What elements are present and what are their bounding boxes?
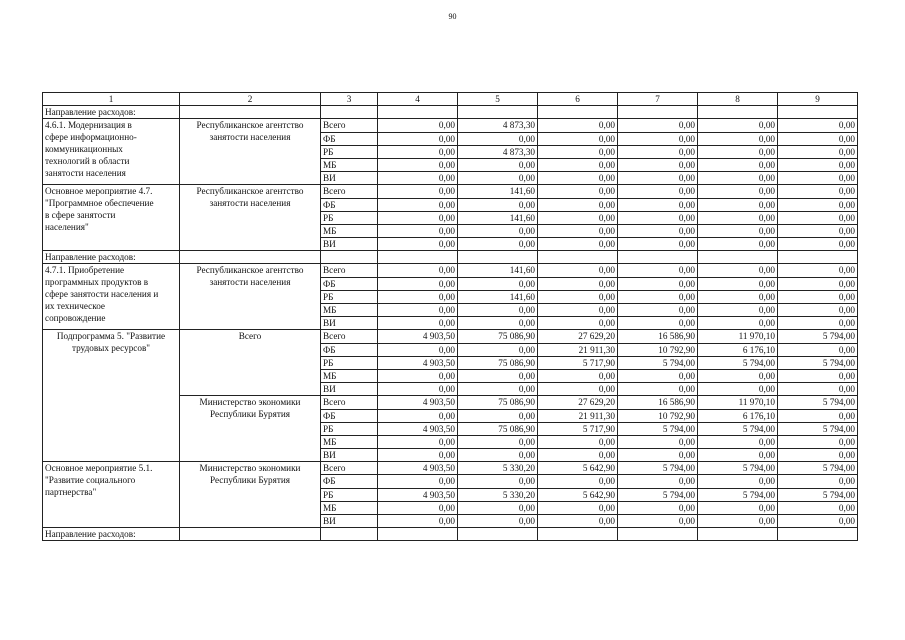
value-cell: 0,00	[698, 277, 778, 290]
value-cell: 5 794,00	[778, 422, 858, 435]
value-cell: 0,00	[378, 409, 458, 422]
table-row	[43, 264, 858, 277]
value-cell: 0,00	[698, 145, 778, 158]
value-cell: 0,00	[458, 277, 538, 290]
empty-cell	[778, 251, 858, 264]
direction-label: Направление расходов:	[43, 251, 180, 264]
source-cell: Всего	[321, 185, 378, 198]
source-cell: ФБ	[321, 198, 378, 211]
value-cell: 4 903,50	[378, 422, 458, 435]
source-cell: РБ	[321, 422, 378, 435]
value-cell: 0,00	[458, 515, 538, 528]
source-cell: Всего	[321, 462, 378, 475]
value-cell: 0,00	[618, 383, 698, 396]
value-cell: 0,00	[378, 383, 458, 396]
value-cell: 5 794,00	[698, 488, 778, 501]
source-cell: ФБ	[321, 475, 378, 488]
value-cell: 0,00	[538, 369, 618, 382]
value-cell: 0,00	[458, 383, 538, 396]
value-cell: 0,00	[458, 158, 538, 171]
value-cell: 0,00	[378, 211, 458, 224]
value-cell: 141,60	[458, 290, 538, 303]
executor-cell-line: занятости населения	[209, 132, 291, 143]
executor-cell	[180, 185, 321, 251]
value-cell: 0,00	[458, 304, 538, 317]
table-row	[43, 462, 858, 475]
value-cell: 0,00	[618, 145, 698, 158]
value-cell: 0,00	[698, 383, 778, 396]
value-cell: 0,00	[778, 132, 858, 145]
source-cell: МБ	[321, 435, 378, 448]
value-cell: 0,00	[378, 185, 458, 198]
value-cell: 0,00	[378, 224, 458, 237]
direction-label: Направление расходов:	[43, 528, 180, 541]
value-cell: 0,00	[778, 211, 858, 224]
executor-cell	[180, 330, 321, 396]
executor-cell-line: Республики Бурятия	[209, 409, 290, 420]
table-row	[43, 330, 858, 343]
value-cell: 0,00	[698, 475, 778, 488]
column-header: 7	[618, 93, 698, 106]
value-cell: 0,00	[378, 172, 458, 185]
value-cell: 5 717,90	[538, 356, 618, 369]
value-cell: 0,00	[618, 158, 698, 171]
value-cell: 0,00	[378, 290, 458, 303]
value-cell: 0,00	[698, 211, 778, 224]
executor-cell-line: занятости населения	[209, 277, 291, 288]
value-cell: 6 176,10	[698, 409, 778, 422]
value-cell: 0,00	[778, 369, 858, 382]
value-cell: 0,00	[778, 515, 858, 528]
program-name-cell-line: занятости населения	[45, 168, 126, 179]
value-cell: 0,00	[378, 515, 458, 528]
value-cell: 0,00	[618, 198, 698, 211]
value-cell: 0,00	[618, 172, 698, 185]
value-cell: 5 642,90	[538, 462, 618, 475]
value-cell: 0,00	[618, 119, 698, 132]
empty-cell	[458, 528, 538, 541]
value-cell: 0,00	[538, 172, 618, 185]
source-cell: Всего	[321, 264, 378, 277]
value-cell: 0,00	[778, 264, 858, 277]
value-cell: 0,00	[698, 264, 778, 277]
source-cell: ВИ	[321, 172, 378, 185]
value-cell: 75 086,90	[458, 422, 538, 435]
value-cell: 75 086,90	[458, 330, 538, 343]
value-cell: 0,00	[778, 475, 858, 488]
value-cell: 0,00	[618, 501, 698, 514]
value-cell: 0,00	[458, 172, 538, 185]
program-name-cell-line: партнерства"	[45, 487, 97, 498]
value-cell: 0,00	[618, 290, 698, 303]
value-cell: 0,00	[458, 238, 538, 251]
value-cell: 0,00	[538, 145, 618, 158]
program-name-cell-line: сопровождение	[45, 313, 106, 324]
program-name-cell-line: населения"	[45, 222, 89, 233]
value-cell: 0,00	[378, 119, 458, 132]
value-cell: 0,00	[378, 449, 458, 462]
value-cell: 0,00	[618, 515, 698, 528]
source-cell: ФБ	[321, 277, 378, 290]
value-cell: 0,00	[378, 317, 458, 330]
value-cell: 0,00	[698, 158, 778, 171]
value-cell: 0,00	[458, 224, 538, 237]
source-cell: МБ	[321, 501, 378, 514]
value-cell: 4 903,50	[378, 330, 458, 343]
value-cell: 0,00	[778, 317, 858, 330]
value-cell: 5 642,90	[538, 488, 618, 501]
column-header: 6	[538, 93, 618, 106]
value-cell: 0,00	[698, 224, 778, 237]
executor-cell-line: Министерство экономики	[199, 397, 301, 408]
source-cell: МБ	[321, 304, 378, 317]
value-cell: 0,00	[538, 449, 618, 462]
value-cell: 0,00	[458, 198, 538, 211]
executor-cell-line: Министерство экономики	[199, 463, 301, 474]
program-name-cell-line: "Развитие социального	[45, 475, 136, 486]
value-cell: 0,00	[618, 185, 698, 198]
value-cell: 0,00	[538, 119, 618, 132]
value-cell: 0,00	[778, 119, 858, 132]
value-cell: 6 176,10	[698, 343, 778, 356]
executor-cell-line: Всего	[238, 331, 262, 342]
value-cell: 0,00	[538, 224, 618, 237]
value-cell: 0,00	[538, 383, 618, 396]
value-cell: 0,00	[778, 409, 858, 422]
value-cell: 0,00	[698, 435, 778, 448]
source-cell: РБ	[321, 488, 378, 501]
empty-cell	[538, 251, 618, 264]
value-cell: 0,00	[778, 145, 858, 158]
value-cell: 0,00	[618, 475, 698, 488]
program-name-cell	[43, 264, 180, 330]
value-cell: 0,00	[618, 224, 698, 237]
value-cell: 0,00	[458, 501, 538, 514]
empty-cell	[538, 528, 618, 541]
value-cell: 0,00	[618, 277, 698, 290]
value-cell: 0,00	[378, 304, 458, 317]
column-header: 5	[458, 93, 538, 106]
value-cell: 4 873,30	[458, 119, 538, 132]
program-name-cell-line: сфере информационно-	[45, 132, 137, 143]
value-cell: 0,00	[378, 198, 458, 211]
budget-table	[42, 92, 858, 541]
empty-cell	[321, 251, 378, 264]
value-cell: 5 794,00	[618, 356, 698, 369]
value-cell: 0,00	[618, 211, 698, 224]
value-cell: 5 330,20	[458, 488, 538, 501]
empty-cell	[458, 106, 538, 119]
value-cell: 0,00	[618, 435, 698, 448]
value-cell: 0,00	[538, 211, 618, 224]
empty-cell	[378, 528, 458, 541]
value-cell: 5 794,00	[618, 488, 698, 501]
direction-row	[43, 106, 858, 119]
value-cell: 0,00	[778, 449, 858, 462]
value-cell: 27 629,20	[538, 396, 618, 409]
value-cell: 0,00	[778, 304, 858, 317]
source-cell: ВИ	[321, 449, 378, 462]
page-number: 90	[448, 12, 457, 21]
value-cell: 0,00	[778, 185, 858, 198]
program-name-cell	[43, 185, 180, 251]
source-cell: МБ	[321, 369, 378, 382]
program-name-cell-line: технологий в области	[45, 156, 130, 167]
program-name-cell-line: коммуникационных	[45, 144, 123, 155]
value-cell: 0,00	[538, 501, 618, 514]
value-cell: 0,00	[378, 435, 458, 448]
value-cell: 0,00	[698, 317, 778, 330]
value-cell: 0,00	[618, 449, 698, 462]
value-cell: 0,00	[538, 304, 618, 317]
empty-cell	[698, 528, 778, 541]
empty-cell	[618, 251, 698, 264]
value-cell: 0,00	[378, 264, 458, 277]
empty-cell	[698, 106, 778, 119]
value-cell: 0,00	[778, 290, 858, 303]
executor-cell-line: Республики Бурятия	[209, 475, 290, 486]
program-name-cell-line: программных продуктов в	[45, 277, 149, 288]
program-name-cell-line: 4.6.1. Модернизация в	[45, 120, 132, 131]
column-header: 9	[778, 93, 858, 106]
empty-cell	[618, 528, 698, 541]
value-cell: 16 586,90	[618, 396, 698, 409]
value-cell: 0,00	[778, 224, 858, 237]
direction-label: Направление расходов:	[43, 106, 180, 119]
value-cell: 5 794,00	[618, 422, 698, 435]
value-cell: 0,00	[538, 435, 618, 448]
value-cell: 0,00	[538, 132, 618, 145]
value-cell: 0,00	[538, 475, 618, 488]
value-cell: 0,00	[458, 369, 538, 382]
executor-cell	[180, 119, 321, 185]
direction-row	[43, 251, 858, 264]
source-cell: ВИ	[321, 317, 378, 330]
value-cell: 16 586,90	[618, 330, 698, 343]
column-header: 8	[698, 93, 778, 106]
source-cell: ФБ	[321, 132, 378, 145]
header-row	[43, 93, 858, 106]
value-cell: 0,00	[778, 158, 858, 171]
value-cell: 0,00	[378, 238, 458, 251]
column-header: 2	[180, 93, 321, 106]
value-cell: 0,00	[618, 304, 698, 317]
source-cell: МБ	[321, 224, 378, 237]
value-cell: 21 911,30	[538, 343, 618, 356]
empty-cell	[180, 106, 321, 119]
empty-cell	[180, 528, 321, 541]
value-cell: 141,60	[458, 264, 538, 277]
table-row	[43, 119, 858, 132]
value-cell: 5 330,20	[458, 462, 538, 475]
value-cell: 141,60	[458, 185, 538, 198]
source-cell: Всего	[321, 330, 378, 343]
source-cell: РБ	[321, 211, 378, 224]
value-cell: 141,60	[458, 211, 538, 224]
value-cell: 0,00	[778, 435, 858, 448]
value-cell: 0,00	[698, 515, 778, 528]
program-name-cell-line: Основное мероприятие 4.7.	[45, 186, 153, 197]
value-cell: 0,00	[698, 501, 778, 514]
value-cell: 0,00	[378, 501, 458, 514]
empty-cell	[778, 528, 858, 541]
empty-cell	[180, 251, 321, 264]
column-header: 3	[321, 93, 378, 106]
value-cell: 0,00	[538, 515, 618, 528]
value-cell: 4 873,30	[458, 145, 538, 158]
executor-cell	[180, 462, 321, 528]
executor-cell-line: Республиканское агентство	[196, 265, 304, 276]
program-name-cell-line: "Программное обеспечение	[45, 198, 154, 209]
value-cell: 0,00	[538, 277, 618, 290]
program-name-cell-line: их техническое	[45, 301, 105, 312]
program-name-cell	[43, 330, 180, 462]
program-name-cell-line: 4.7.1. Приобретение	[45, 265, 125, 276]
empty-cell	[698, 251, 778, 264]
value-cell: 0,00	[458, 435, 538, 448]
source-cell: ВИ	[321, 238, 378, 251]
value-cell: 0,00	[698, 198, 778, 211]
value-cell: 0,00	[778, 343, 858, 356]
value-cell: 0,00	[698, 369, 778, 382]
value-cell: 4 903,50	[378, 396, 458, 409]
value-cell: 21 911,30	[538, 409, 618, 422]
value-cell: 0,00	[458, 449, 538, 462]
empty-cell	[378, 106, 458, 119]
value-cell: 0,00	[378, 132, 458, 145]
value-cell: 5 794,00	[778, 396, 858, 409]
value-cell: 10 792,90	[618, 409, 698, 422]
value-cell: 0,00	[538, 185, 618, 198]
value-cell: 0,00	[778, 383, 858, 396]
value-cell: 5 794,00	[778, 488, 858, 501]
source-cell: ФБ	[321, 343, 378, 356]
value-cell: 5 794,00	[778, 462, 858, 475]
value-cell: 0,00	[378, 475, 458, 488]
value-cell: 0,00	[698, 449, 778, 462]
value-cell: 0,00	[698, 119, 778, 132]
column-header: 4	[378, 93, 458, 106]
direction-row	[43, 528, 858, 541]
empty-cell	[321, 106, 378, 119]
program-name-cell-line: в сфере занятости	[45, 210, 116, 221]
value-cell: 4 903,50	[378, 356, 458, 369]
value-cell: 0,00	[698, 172, 778, 185]
value-cell: 0,00	[538, 317, 618, 330]
value-cell: 0,00	[378, 277, 458, 290]
value-cell: 5 794,00	[698, 462, 778, 475]
value-cell: 11 970,10	[698, 330, 778, 343]
source-cell: РБ	[321, 145, 378, 158]
empty-cell	[321, 528, 378, 541]
value-cell: 0,00	[458, 317, 538, 330]
value-cell: 0,00	[778, 238, 858, 251]
value-cell: 5 794,00	[698, 422, 778, 435]
value-cell: 0,00	[458, 409, 538, 422]
source-cell: РБ	[321, 290, 378, 303]
value-cell: 0,00	[618, 132, 698, 145]
value-cell: 0,00	[538, 238, 618, 251]
value-cell: 0,00	[698, 238, 778, 251]
source-cell: ВИ	[321, 383, 378, 396]
source-cell: ФБ	[321, 409, 378, 422]
value-cell: 0,00	[458, 132, 538, 145]
program-name-cell	[43, 462, 180, 528]
table-row	[43, 185, 858, 198]
executor-cell	[180, 396, 321, 462]
value-cell: 27 629,20	[538, 330, 618, 343]
empty-cell	[538, 106, 618, 119]
value-cell: 75 086,90	[458, 356, 538, 369]
value-cell: 10 792,90	[618, 343, 698, 356]
value-cell: 0,00	[698, 304, 778, 317]
value-cell: 5 794,00	[778, 330, 858, 343]
executor-cell-line: Республиканское агентство	[196, 120, 304, 131]
column-header: 1	[43, 93, 180, 106]
value-cell: 0,00	[698, 132, 778, 145]
value-cell: 0,00	[538, 290, 618, 303]
value-cell: 0,00	[778, 198, 858, 211]
source-cell: Всего	[321, 119, 378, 132]
value-cell: 0,00	[458, 475, 538, 488]
value-cell: 0,00	[378, 145, 458, 158]
program-name-cell-line: Основное мероприятие 5.1.	[45, 463, 153, 474]
value-cell: 0,00	[538, 198, 618, 211]
source-cell: МБ	[321, 158, 378, 171]
value-cell: 5 717,90	[538, 422, 618, 435]
value-cell: 5 794,00	[618, 462, 698, 475]
value-cell: 0,00	[378, 158, 458, 171]
source-cell: РБ	[321, 356, 378, 369]
empty-cell	[378, 251, 458, 264]
program-name-cell-line: сфере занятости населения и	[45, 289, 159, 300]
source-cell: ВИ	[321, 515, 378, 528]
empty-cell	[618, 106, 698, 119]
program-name-cell-line: трудовых ресурсов"	[71, 343, 151, 354]
value-cell: 0,00	[778, 172, 858, 185]
value-cell: 0,00	[538, 264, 618, 277]
source-cell: Всего	[321, 396, 378, 409]
value-cell: 0,00	[458, 343, 538, 356]
empty-cell	[458, 251, 538, 264]
executor-cell	[180, 264, 321, 330]
value-cell: 0,00	[778, 277, 858, 290]
program-name-cell-line: Подпрограмма 5. "Развитие	[56, 331, 166, 342]
value-cell: 0,00	[698, 185, 778, 198]
value-cell: 0,00	[618, 238, 698, 251]
value-cell: 0,00	[378, 343, 458, 356]
value-cell: 5 794,00	[778, 356, 858, 369]
value-cell: 0,00	[378, 369, 458, 382]
empty-cell	[778, 106, 858, 119]
program-name-cell	[43, 119, 180, 185]
value-cell: 4 903,50	[378, 462, 458, 475]
value-cell: 0,00	[618, 369, 698, 382]
executor-cell-line: занятости населения	[209, 198, 291, 209]
value-cell: 4 903,50	[378, 488, 458, 501]
value-cell: 5 794,00	[698, 356, 778, 369]
value-cell: 0,00	[698, 290, 778, 303]
value-cell: 0,00	[618, 317, 698, 330]
value-cell: 75 086,90	[458, 396, 538, 409]
value-cell: 0,00	[618, 264, 698, 277]
value-cell: 0,00	[778, 501, 858, 514]
executor-cell-line: Республиканское агентство	[196, 186, 304, 197]
value-cell: 0,00	[538, 158, 618, 171]
value-cell: 11 970,10	[698, 396, 778, 409]
